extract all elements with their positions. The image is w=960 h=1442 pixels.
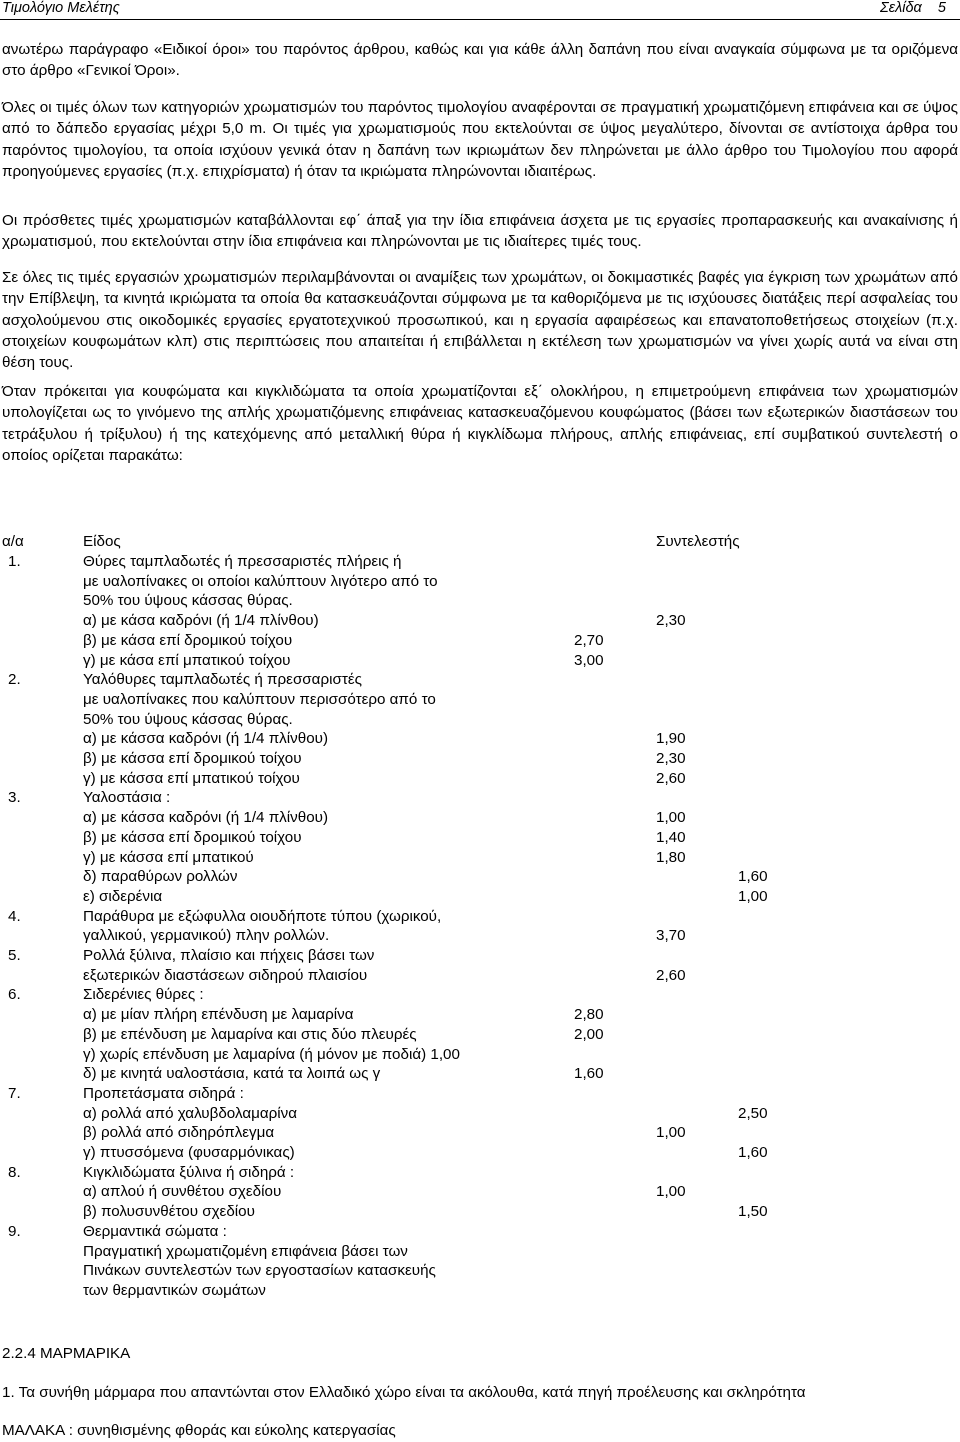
row-description: γ) χωρίς επένδυση με λαμαρίνα (ή μόνον με ποδιά) 1,00	[83, 1046, 460, 1063]
page-header	[0, 0, 960, 20]
row-description: Υαλοστάσια :	[83, 789, 171, 806]
row-description: γ) με κάσα επί μπατικού τοίχου	[83, 652, 291, 669]
row-description: β) ρολλά από σιδηρόπλεγμα	[83, 1124, 275, 1141]
row-index: 4.	[8, 908, 21, 925]
row-value-col3: 1,50	[738, 1203, 768, 1220]
row-value-col2: 1,40	[656, 829, 686, 846]
row-description: Πινάκων συντελεστών των εργοστασίων κατασκευής	[83, 1262, 436, 1279]
row-index: 9.	[8, 1223, 21, 1240]
col-header-type: Είδος	[83, 533, 121, 550]
paragraph-4: Σε όλες τις τιμές εργασιών χρωματισμών περιλαμβάνονται οι αναμίξεις των χρωμάτων, οι δοκιμαστικές βαφές για έγκριση των χρωμάτων από την Επίβλεψη, τα κινητά ικριώματα τα οποία θα κατασκευάζονται σύμφωνα με τα καθοριζόμενα με τις ισχύουσες διατάξεις περί ασφαλείας του ασχολούμενου στις οικοδομικές εργασίες εργατοτεχνικού προσωπικού, και η εργασία αφαιρέσεως και επανατοποθετήσεως στοιχείων (π.χ. στοιχείων κουφωμάτων κλπ) στις περιπτώσεις που απαιτείται ή επιβάλλεται η εκτέλεση των χρωματισμών να γίνει χωρίς αυτά να είναι στη θέση τους.	[2, 269, 958, 372]
row-description: Προπετάσματα σιδηρά :	[83, 1085, 244, 1102]
row-description: ε) σιδερένια	[83, 888, 163, 905]
row-description: γ) με κάσσα επί μπατικού	[83, 849, 254, 866]
row-description: α) με κάσα καδρόνι (ή 1/4 πλίνθου)	[83, 612, 319, 629]
row-description: με υαλοπίνακες οι οποίοι καλύπτουν λιγότερο από το	[83, 573, 438, 590]
row-value-col3: 2,50	[738, 1105, 768, 1122]
row-description: δ) με κινητά υαλοστάσια, κατά τα λοιπά ως γ	[83, 1065, 381, 1082]
row-description: β) με κάσσα επί δρομικού τοίχου	[83, 829, 302, 846]
row-description: 50% του ύψους κάσσας θύρας.	[83, 711, 293, 728]
row-index: 6.	[8, 986, 21, 1003]
paragraph-1: ανωτέρω παράγραφο «Ειδικοί όροι» του παρόντος άρθρου, καθώς και για κάθε άλλη δαπάνη που είναι αναγκαία σύμφωνα με τα οριζόμενα στο άρθρο «Γενικοί Όροι».	[2, 41, 958, 80]
row-value-col1: 2,00	[574, 1026, 604, 1043]
row-value-col3: 1,60	[738, 868, 768, 885]
row-description: γ) πτυσσόμενα (φυσαρμόνικας)	[83, 1144, 295, 1161]
row-value-col2: 2,60	[656, 967, 686, 984]
row-description: των θερμαντικών σωμάτων	[83, 1282, 266, 1299]
page-number: 5	[937, 0, 946, 16]
row-description: Θύρες ταμπλαδωτές ή πρεσσαριστές πλήρεις ή	[83, 553, 402, 570]
page-indicator	[880, 0, 946, 16]
row-description: β) με επένδυση με λαμαρίνα και στις δύο πλευρές	[83, 1026, 417, 1043]
row-description: β) πολυσυνθέτου σχεδίου	[83, 1203, 255, 1220]
row-description: Πραγματική χρωματιζομένη επιφάνεια βάσει των	[83, 1243, 408, 1260]
section-item-2: ΜΑΛΑΚΑ : συνηθισμένης φθοράς και εύκολης κατεργασίας	[2, 1422, 396, 1439]
row-index: 3.	[8, 789, 21, 806]
row-value-col2: 3,70	[656, 927, 686, 944]
row-value-col3: 1,00	[738, 888, 768, 905]
row-description: Θερμαντικά σώματα :	[83, 1223, 227, 1240]
row-description: α) ρολλά από χαλυβδολαμαρίνα	[83, 1105, 298, 1122]
row-description: εξωτερικών διαστάσεων σιδηρού πλαισίου	[83, 967, 368, 984]
paragraph-3: Οι πρόσθετες τιμές χρωματισμών καταβάλλονται εφ΄ άπαξ για την ίδια επιφάνεια άσχετα με τις εργασίες προπαρασκευής και ανακαίνισης ή χρωματισμού, που εκτελούνται στην ίδια επιφάνεια και πληρώνονται με τις ιδιαίτερες τιμές τους.	[2, 212, 958, 251]
row-value-col2: 2,30	[656, 750, 686, 767]
row-value-col1: 3,00	[574, 652, 604, 669]
row-description: γ) με κάσσα επί μπατικού τοίχου	[83, 770, 300, 787]
row-description: α) με κάσσα καδρόνι (ή 1/4 πλίνθου)	[83, 809, 329, 826]
row-value-col2: 1,00	[656, 1124, 686, 1141]
row-description: Υαλόθυρες ταμπλαδωτές ή πρεσσαριστές	[83, 671, 362, 688]
row-description: β) με κάσα επί δρομικού τοίχου	[83, 632, 293, 649]
row-value-col3: 1,60	[738, 1144, 768, 1161]
row-description: α) απλού ή συνθέτου σχεδίου	[83, 1183, 282, 1200]
row-description: α) με μίαν πλήρη επένδυση με λαμαρίνα	[83, 1006, 354, 1023]
row-value-col1: 1,60	[574, 1065, 604, 1082]
header-rule	[0, 19, 960, 20]
row-description: 50% του ύψους κάσσας θύρας.	[83, 592, 293, 609]
row-index: 8.	[8, 1164, 21, 1181]
row-value-col2: 2,30	[656, 612, 686, 629]
row-value-col2: 1,90	[656, 730, 686, 747]
row-value-col2: 1,80	[656, 849, 686, 866]
row-index: 7.	[8, 1085, 21, 1102]
row-value-col2: 1,00	[656, 809, 686, 826]
section-heading: 2.2.4 ΜΑΡΜΑΡΙΚΑ	[2, 1345, 131, 1362]
paragraph-2: Όλες οι τιμές όλων των κατηγοριών χρωματισμών του παρόντος τιμολογίου αναφέρονται σε πραγματική χρωματιζόμενη επιφάνεια και σε ύψος από το δάπεδο εργασίας μέχρι 5,0 m. Οι τιμές για χρωματισμούς που εκτελούνται σε ύψος μεγαλύτερο, δίνονται σε αντίστοιχα άρθρα του παρόντος τιμολογίου, τα οποία ισχύουν γενικά όταν η δαπάνη των ικριωμάτων δεν πληρώνεται με άλλο άρθρο του Τιμολογίου που αφορά προηγούμενες εργασίες (π.χ. επιχρίσματα) ή όταν τα ικριώματα πληρώνονται ιδιαιτέρως.	[2, 99, 958, 180]
row-value-col2: 2,60	[656, 770, 686, 787]
section-item-1: 1. Τα συνήθη μάρμαρα που απαντώνται στον Ελλαδικό χώρο είναι τα ακόλουθα, κατά πηγή προέλευσης και σκληρότητα	[2, 1384, 806, 1401]
row-value-col2: 1,00	[656, 1183, 686, 1200]
page-label: Σελίδα	[880, 0, 922, 16]
row-description: Κιγκλιδώματα ξύλινα ή σιδηρά :	[83, 1164, 295, 1181]
row-description: με υαλοπίνακες που καλύπτουν περισσότερο από το	[83, 691, 436, 708]
paragraph-5: Όταν πρόκειται για κουφώματα και κιγκλιδώματα τα οποία χρωματίζονται εξ΄ ολοκλήρου, η επιμετρούμενη επιφάνεια των χρωματισμών υπολογίζεται ως το γινόμενο της απλής χρωματιζόμενης επιφάνειας κατασκευαζόμενου κουφώματος (βάσει των εξωτερικών διαστάσεων του τετράξυλου ή τρίξυλου) ή της κατεχόμενης από μεταλλική θύρα ή κιγκλίδωμα πλήρους, απλής επιφάνειας, επί συμβατικού συντελεστή ο οποίος ορίζεται παρακάτω:	[2, 383, 958, 464]
row-description: Σιδερένιες θύρες :	[83, 986, 204, 1003]
row-value-col1: 2,70	[574, 632, 604, 649]
row-description: β) με κάσσα επί δρομικού τοίχου	[83, 750, 302, 767]
row-description: Ρολλά ξύλινα, πλαίσιο και πήχεις βάσει των	[83, 947, 375, 964]
row-index: 5.	[8, 947, 21, 964]
row-description: α) με κάσσα καδρόνι (ή 1/4 πλίνθου)	[83, 730, 329, 747]
row-index: 2.	[8, 671, 21, 688]
row-value-col1: 2,80	[574, 1006, 604, 1023]
row-index: 1.	[8, 553, 21, 570]
row-description: Παράθυρα με εξώφυλλα οιουδήποτε τύπου (χωρικού,	[83, 908, 442, 925]
row-description: δ) παραθύρων ρολλών	[83, 868, 238, 885]
row-description: γαλλικού, γερμανικού) πλην ρολλών.	[83, 927, 330, 944]
document-title: Τιμολόγιο Μελέτης	[2, 0, 120, 16]
col-header-index: α/α	[2, 533, 24, 550]
col-header-coefficient: Συντελεστής	[656, 533, 740, 550]
